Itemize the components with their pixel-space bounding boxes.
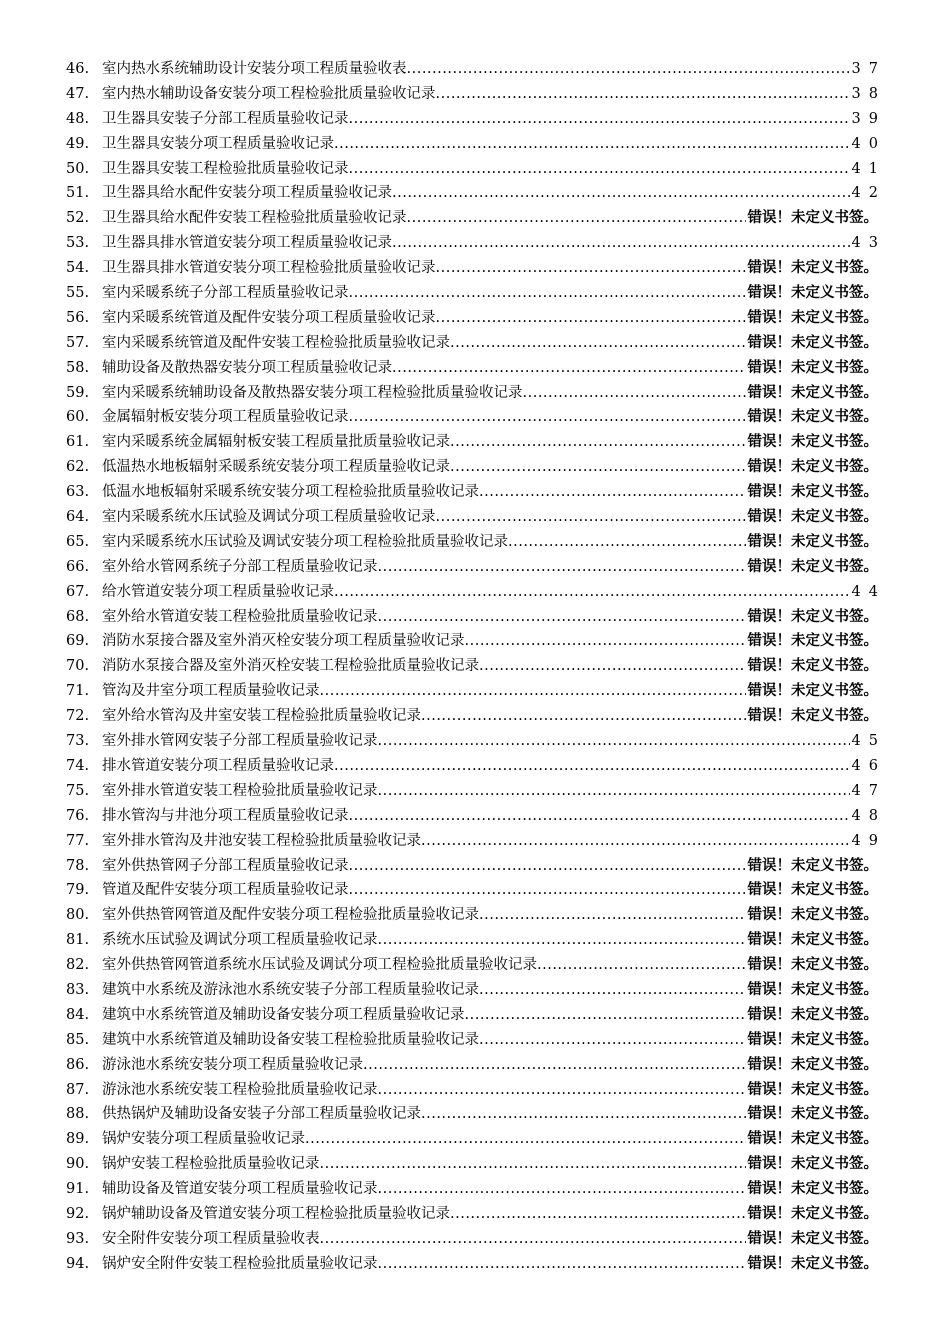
- toc-entry[interactable]: [66, 654, 878, 679]
- toc-entry-number: 62.: [66, 459, 90, 476]
- toc-entry-number: 82.: [66, 957, 90, 974]
- toc-entry[interactable]: [66, 1252, 878, 1277]
- toc-entry-bookmark-error: 错误！未定义书签。: [747, 907, 878, 924]
- dot-leader: [363, 1053, 746, 1078]
- toc-entry[interactable]: [66, 107, 886, 132]
- toc-entry-number: 91.: [66, 1181, 90, 1198]
- dot-leader: [421, 1102, 746, 1127]
- toc-entry-title[interactable]: 建筑中水系统及游泳池水系统安装子分部工程质量验收记录: [102, 981, 479, 998]
- toc-entry-title[interactable]: 建筑中水系统管道及辅助设备安装分项工程质量验收记录: [102, 1006, 465, 1023]
- dot-leader: [334, 132, 850, 157]
- toc-entry-bookmark-error: 错误！未定义书签。: [747, 658, 878, 675]
- toc-entry-title[interactable]: 室内采暖系统金属辐射板安装工程质量批质量验收记录: [102, 434, 450, 451]
- toc-entry-bookmark-error: 错误！未定义书签。: [747, 1205, 878, 1222]
- toc-entry-bookmark-error: 错误！未定义书签。: [747, 981, 878, 998]
- toc-entry-bookmark-error: 错误！未定义书签。: [747, 558, 878, 575]
- toc-entry[interactable]: [66, 381, 878, 406]
- toc-entry-title[interactable]: 锅炉安装工程检验批质量验收记录: [102, 1156, 320, 1173]
- toc-entry-title[interactable]: 卫生器具排水管道安装分项工程检验批质量验收记录: [102, 260, 436, 277]
- toc-entry[interactable]: [66, 953, 878, 978]
- toc-entry-title[interactable]: 金属辐射板安装分项工程质量验收记录: [102, 409, 349, 426]
- toc-entry-page-number: 45: [851, 733, 886, 750]
- toc-entry[interactable]: [66, 605, 878, 630]
- toc-entry[interactable]: [66, 1177, 878, 1202]
- toc-entry-bookmark-error: 错误！未定义书签。: [747, 509, 878, 526]
- toc-entry-title[interactable]: 室内采暖系统子分部工程质量验收记录: [102, 285, 349, 302]
- toc-entry[interactable]: [66, 580, 886, 605]
- toc-entry-bookmark-error: 错误！未定义书签。: [747, 384, 878, 401]
- toc-entry-page-number: 38: [851, 85, 886, 102]
- toc-entry-number: 68.: [66, 608, 90, 625]
- dot-leader: [378, 605, 746, 630]
- toc-entry-number: 94.: [66, 1255, 90, 1272]
- toc-entry[interactable]: [66, 132, 886, 157]
- toc-entry-number: 72.: [66, 708, 90, 725]
- toc-entry-title[interactable]: 卫生器具给水配件安装分项工程质量验收记录: [102, 185, 392, 202]
- toc-entry[interactable]: [66, 82, 886, 107]
- dot-leader: [479, 1028, 746, 1053]
- toc-entry[interactable]: [66, 829, 886, 854]
- toc-entry-page-number: 43: [851, 235, 886, 252]
- toc-entry[interactable]: [66, 181, 886, 206]
- dot-leader: [392, 181, 850, 206]
- toc-entry-title[interactable]: 低温热水地板辐射采暖系统安装分项工程质量验收记录: [102, 459, 450, 476]
- toc-entry-bookmark-error: 错误！未定义书签。: [747, 708, 878, 725]
- toc-entry-bookmark-error: 错误！未定义书签。: [747, 210, 878, 227]
- toc-entry-bookmark-error: 错误！未定义书签。: [747, 309, 878, 326]
- dot-leader: [320, 1227, 746, 1252]
- dot-leader: [479, 654, 746, 679]
- dot-leader: [436, 505, 746, 530]
- toc-entry-number: 81.: [66, 932, 90, 949]
- toc-entry-title[interactable]: 室内采暖系统管道及配件安装工程检验批质量验收记录: [102, 334, 450, 351]
- toc-entry-number: 57.: [66, 334, 90, 351]
- toc-entry[interactable]: [66, 530, 878, 555]
- dot-leader: [334, 580, 850, 605]
- toc-entry-bookmark-error: 错误！未定义书签。: [747, 1131, 878, 1148]
- dot-leader: [378, 729, 850, 754]
- toc-entry-bookmark-error: 错误！未定义书签。: [747, 459, 878, 476]
- dot-leader: [479, 903, 746, 928]
- toc-entry-bookmark-error: 错误！未定义书签。: [747, 1181, 878, 1198]
- toc-entry-title[interactable]: 室内采暖系统水压试验及调试安装分项工程检验批质量验收记录: [102, 533, 508, 550]
- toc-entry-bookmark-error: 错误！未定义书签。: [747, 484, 878, 501]
- toc-entry[interactable]: [66, 206, 878, 231]
- toc-entry-title[interactable]: 锅炉安全附件安装工程检验批质量验收记录: [102, 1255, 378, 1272]
- toc-entry-page-number: 44: [851, 583, 886, 600]
- toc-entry-bookmark-error: 错误！未定义书签。: [747, 957, 878, 974]
- toc-entry-bookmark-error: 错误！未定义书签。: [747, 1230, 878, 1247]
- toc-entry-number: 53.: [66, 235, 90, 252]
- toc-entry[interactable]: [66, 405, 878, 430]
- toc-entry-number: 61.: [66, 434, 90, 451]
- dot-leader: [523, 381, 746, 406]
- toc-entry[interactable]: [66, 1003, 878, 1028]
- dot-leader: [465, 1003, 746, 1028]
- dot-leader: [508, 530, 746, 555]
- dot-leader: [392, 231, 850, 256]
- toc-entry-bookmark-error: 错误！未定义书签。: [747, 608, 878, 625]
- toc-entry-title[interactable]: 管沟及井室分项工程质量验收记录: [102, 683, 320, 700]
- toc-entry-title[interactable]: 室外排水管道安装工程检验批质量验收记录: [102, 782, 378, 799]
- toc-entry-number: 84.: [66, 1006, 90, 1023]
- toc-entry[interactable]: [66, 704, 878, 729]
- toc-entry[interactable]: [66, 729, 886, 754]
- dot-leader: [349, 107, 850, 132]
- toc-entry-bookmark-error: 错误！未定义书签。: [747, 1031, 878, 1048]
- toc-entry[interactable]: [66, 754, 886, 779]
- toc-entry-title[interactable]: 室外排水管网安装子分部工程质量验收记录: [102, 733, 378, 750]
- toc-entry[interactable]: [66, 679, 878, 704]
- toc-entry[interactable]: [66, 804, 886, 829]
- dot-leader: [537, 953, 746, 978]
- toc-entry-number: 93.: [66, 1230, 90, 1247]
- dot-leader: [479, 480, 746, 505]
- toc-entry-title[interactable]: 卫生器具排水管道安装分项工程质量验收记录: [102, 235, 392, 252]
- toc-entry-bookmark-error: 错误！未定义书签。: [747, 1006, 878, 1023]
- toc-entry-title[interactable]: 卫生器具给水配件安装工程检验批质量验收记录: [102, 210, 407, 227]
- toc-entry-number: 59.: [66, 384, 90, 401]
- toc-entry-title[interactable]: 室内热水系统辅助设计安装分项工程质量验收表: [102, 61, 407, 77]
- dot-leader: [349, 157, 850, 182]
- toc-entry-bookmark-error: 错误！未定义书签。: [747, 857, 878, 874]
- toc-entry-title[interactable]: 室外给水管沟及井室安装工程检验批质量验收记录: [102, 708, 421, 725]
- dot-leader: [349, 281, 746, 306]
- toc-entry-page-number: 42: [851, 185, 886, 202]
- toc-entry-title[interactable]: 游泳池水系统安装分项工程质量验收记录: [102, 1056, 363, 1073]
- toc-entry-number: 70.: [66, 658, 90, 675]
- toc-entry-number: 56.: [66, 309, 90, 326]
- toc-entry-number: 46.: [66, 61, 90, 77]
- dot-leader: [305, 1127, 746, 1152]
- dot-leader: [349, 878, 746, 903]
- toc-entry[interactable]: [66, 1127, 878, 1152]
- dot-leader: [320, 1152, 746, 1177]
- dot-leader: [436, 256, 746, 281]
- toc-entry-title[interactable]: 辅助设备及散热器安装分项工程质量验收记录: [102, 359, 392, 376]
- toc-entry-bookmark-error: 错误！未定义书签。: [747, 1081, 878, 1098]
- toc-entry-number: 71.: [66, 683, 90, 700]
- toc-entry-title[interactable]: 辅助设备及管道安装分项工程质量验收记录: [102, 1181, 378, 1198]
- toc-entry[interactable]: [66, 1202, 878, 1227]
- toc-entry-title[interactable]: 低温水地板辐射采暖系统安装分项工程检验批质量验收记录: [102, 484, 479, 501]
- toc-entry[interactable]: [66, 256, 878, 281]
- toc-entry[interactable]: [66, 878, 878, 903]
- toc-entry-number: 73.: [66, 733, 90, 750]
- toc-entry-number: 80.: [66, 907, 90, 924]
- toc-entry[interactable]: [66, 430, 878, 455]
- toc-entry-title[interactable]: 室内采暖系统辅助设备及散热器安装分项工程检验批质量验收记录: [102, 384, 523, 401]
- toc-entry-number: 64.: [66, 509, 90, 526]
- dot-leader: [407, 206, 746, 231]
- toc-entry[interactable]: [66, 157, 886, 182]
- toc-entry-number: 86.: [66, 1056, 90, 1073]
- toc-entry[interactable]: [66, 231, 886, 256]
- toc-entry[interactable]: [66, 629, 878, 654]
- toc-entry[interactable]: [66, 928, 878, 953]
- toc-entry[interactable]: [66, 455, 878, 480]
- toc-entry-title[interactable]: 卫生器具安装分项工程质量验收记录: [102, 135, 334, 152]
- toc-entry-number: 58.: [66, 359, 90, 376]
- toc-entry[interactable]: [66, 1152, 878, 1177]
- toc-entry-number: 55.: [66, 285, 90, 302]
- toc-entry-number: 47.: [66, 85, 90, 102]
- toc-entry[interactable]: [66, 356, 878, 381]
- toc-entry[interactable]: [66, 854, 878, 879]
- toc-entry-bookmark-error: 错误！未定义书签。: [747, 334, 878, 351]
- toc-entry-bookmark-error: 错误！未定义书签。: [747, 260, 878, 277]
- toc-entry-title[interactable]: 室外给水管道安装工程检验批质量验收记录: [102, 608, 378, 625]
- dot-leader: [450, 455, 746, 480]
- toc-entry-title[interactable]: 卫生器具安装工程检验批质量验收记录: [102, 160, 349, 177]
- toc-entry-title[interactable]: 室外供热管网子分部工程质量验收记录: [102, 857, 349, 874]
- toc-entry-number: 79.: [66, 882, 90, 899]
- toc-entry-number: 87.: [66, 1081, 90, 1098]
- toc-entry-bookmark-error: 错误！未定义书签。: [747, 285, 878, 302]
- toc-entry-page-number: 39: [851, 110, 886, 127]
- toc-entry-title[interactable]: 给水管道安装分项工程质量验收记录: [102, 583, 334, 600]
- toc-entry-title[interactable]: 室外供热管网管道系统水压试验及调试分项工程检验批质量验收记录: [102, 957, 537, 974]
- toc-entry-bookmark-error: 错误！未定义书签。: [747, 1056, 878, 1073]
- toc-entry[interactable]: [66, 281, 878, 306]
- toc-entry-bookmark-error: 错误！未定义书签。: [747, 434, 878, 451]
- toc-entry-number: 63.: [66, 484, 90, 501]
- toc-entry-number: 90.: [66, 1156, 90, 1173]
- toc-entry-title[interactable]: 室内采暖系统水压试验及调试分项工程质量验收记录: [102, 509, 436, 526]
- dot-leader: [450, 331, 746, 356]
- toc-entry-number: 89.: [66, 1131, 90, 1148]
- dot-leader: [320, 679, 746, 704]
- dot-leader: [421, 704, 746, 729]
- dot-leader: [450, 1202, 746, 1227]
- dot-leader: [378, 555, 746, 580]
- dot-leader: [378, 1177, 746, 1202]
- toc-entry-bookmark-error: 错误！未定义书签。: [747, 1106, 878, 1123]
- toc-entry[interactable]: [66, 779, 886, 804]
- toc-entry-number: 67.: [66, 583, 90, 600]
- toc-entry[interactable]: [66, 306, 878, 331]
- toc-entry[interactable]: [66, 978, 878, 1003]
- toc-entry-number: 49.: [66, 135, 90, 152]
- toc-entry-number: 66.: [66, 558, 90, 575]
- toc-entry-title[interactable]: 室外供热管网管道及配件安装分项工程检验批质量验收记录: [102, 907, 479, 924]
- toc-entry-bookmark-error: 错误！未定义书签。: [747, 633, 878, 650]
- toc-entry-number: 50.: [66, 160, 90, 177]
- dot-leader: [436, 82, 850, 107]
- toc-entry[interactable]: [66, 1102, 878, 1127]
- toc-entry-title[interactable]: 安全附件安装分项工程质量验收表: [102, 1230, 320, 1247]
- toc-entry-page-number: 49: [851, 832, 886, 849]
- toc-entry-number: 74.: [66, 757, 90, 774]
- toc-entry-number: 52.: [66, 210, 90, 227]
- toc-entry-number: 83.: [66, 981, 90, 998]
- toc-entry[interactable]: [66, 480, 878, 505]
- toc-entry-title[interactable]: 排水管道安装分项工程质量验收记录: [102, 757, 334, 774]
- dot-leader: [378, 1252, 746, 1277]
- toc-entry-title[interactable]: 消防水泵接合器及室外消灭栓安装工程检验批质量验收记录: [102, 658, 479, 675]
- toc-entry[interactable]: [66, 903, 878, 928]
- dot-leader: [392, 356, 746, 381]
- dot-leader: [349, 854, 746, 879]
- toc-entry-number: 88.: [66, 1106, 90, 1123]
- dot-leader: [334, 754, 850, 779]
- toc-entry-bookmark-error: 错误！未定义书签。: [747, 409, 878, 426]
- toc-entry-page-number: 46: [851, 757, 886, 774]
- toc-entry-bookmark-error: 错误！未定义书签。: [747, 533, 878, 550]
- toc-entry-title[interactable]: 排水管沟与井池分项工程质量验收记录: [102, 807, 349, 824]
- dot-leader: [378, 928, 746, 953]
- dot-leader: [349, 804, 850, 829]
- toc-entry-number: 69.: [66, 633, 90, 650]
- dot-leader: [349, 405, 746, 430]
- toc-entry[interactable]: [66, 1053, 878, 1078]
- toc-entry-bookmark-error: 错误！未定义书签。: [747, 359, 878, 376]
- toc-entry-page-number: 40: [851, 135, 886, 152]
- toc-entry-bookmark-error: 错误！未定义书签。: [747, 882, 878, 899]
- toc-entry-title[interactable]: 锅炉安装分项工程质量验收记录: [102, 1131, 305, 1148]
- toc-entry[interactable]: [66, 505, 878, 530]
- toc-entry-title[interactable]: 室内采暖系统管道及配件安装分项工程质量验收记录: [102, 309, 436, 326]
- toc-entry-number: 54.: [66, 260, 90, 277]
- toc-entry-bookmark-error: 错误！未定义书签。: [747, 683, 878, 700]
- toc-entry-number: 76.: [66, 807, 90, 824]
- toc-entry-title[interactable]: 管道及配件安装分项工程质量验收记录: [102, 882, 349, 899]
- toc-entry-page-number: 47: [851, 782, 886, 799]
- dot-leader: [378, 1078, 746, 1103]
- toc-entry-page-number: 41: [851, 160, 886, 177]
- toc-entry-title[interactable]: 室外排水管沟及井池安装工程检验批质量验收记录: [102, 832, 421, 849]
- toc-entry-bookmark-error: 错误！未定义书签。: [747, 932, 878, 949]
- dot-leader: [450, 430, 746, 455]
- toc-entry-number: 85.: [66, 1031, 90, 1048]
- toc-entry-title[interactable]: 游泳池水系统安装工程检验批质量验收记录: [102, 1081, 378, 1098]
- dot-leader: [407, 57, 850, 82]
- toc-entry-number: 51.: [66, 185, 90, 202]
- dot-leader: [465, 629, 746, 654]
- toc-entry-page-number: 48: [851, 807, 886, 824]
- toc-entry[interactable]: [66, 1227, 878, 1252]
- toc-entry-number: 65.: [66, 533, 90, 550]
- toc-entry-title[interactable]: 卫生器具安装子分部工程质量验收记录: [102, 110, 349, 127]
- toc-entry-bookmark-error: 错误！未定义书签。: [747, 1156, 878, 1173]
- dot-leader: [436, 306, 746, 331]
- toc-entry-page-number: 37: [851, 61, 886, 77]
- toc-entry[interactable]: [66, 1028, 878, 1053]
- table-of-contents: [66, 57, 886, 1277]
- toc-entry-title[interactable]: 室内热水辅助设备安装分项工程检验批质量验收记录: [102, 85, 436, 102]
- toc-entry-title[interactable]: 供热锅炉及辅助设备安装子分部工程质量验收记录: [102, 1106, 421, 1123]
- toc-entry-title[interactable]: 消防水泵接合器及室外消灭栓安装分项工程质量验收记录: [102, 633, 465, 650]
- toc-entry[interactable]: [66, 57, 886, 82]
- toc-entry-title[interactable]: 建筑中水系统管道及辅助设备安装工程检验批质量验收记录: [102, 1031, 479, 1048]
- toc-entry-number: 60.: [66, 409, 90, 426]
- toc-entry-number: 78.: [66, 857, 90, 874]
- dot-leader: [479, 978, 746, 1003]
- toc-entry[interactable]: [66, 1078, 878, 1103]
- toc-entry-number: 48.: [66, 110, 90, 127]
- toc-entry-number: 77.: [66, 832, 90, 849]
- toc-entry[interactable]: [66, 331, 878, 356]
- toc-entry[interactable]: [66, 555, 878, 580]
- dot-leader: [421, 829, 850, 854]
- toc-entry-bookmark-error: 错误！未定义书签。: [747, 1255, 878, 1272]
- toc-entry-title[interactable]: 系统水压试验及调试分项工程质量验收记录: [102, 932, 378, 949]
- toc-entry-number: 92.: [66, 1205, 90, 1222]
- toc-entry-number: 75.: [66, 782, 90, 799]
- toc-entry-title[interactable]: 锅炉辅助设备及管道安装分项工程检验批质量验收记录: [102, 1205, 450, 1222]
- dot-leader: [378, 779, 850, 804]
- toc-entry-title[interactable]: 室外给水管网系统子分部工程质量验收记录: [102, 558, 378, 575]
